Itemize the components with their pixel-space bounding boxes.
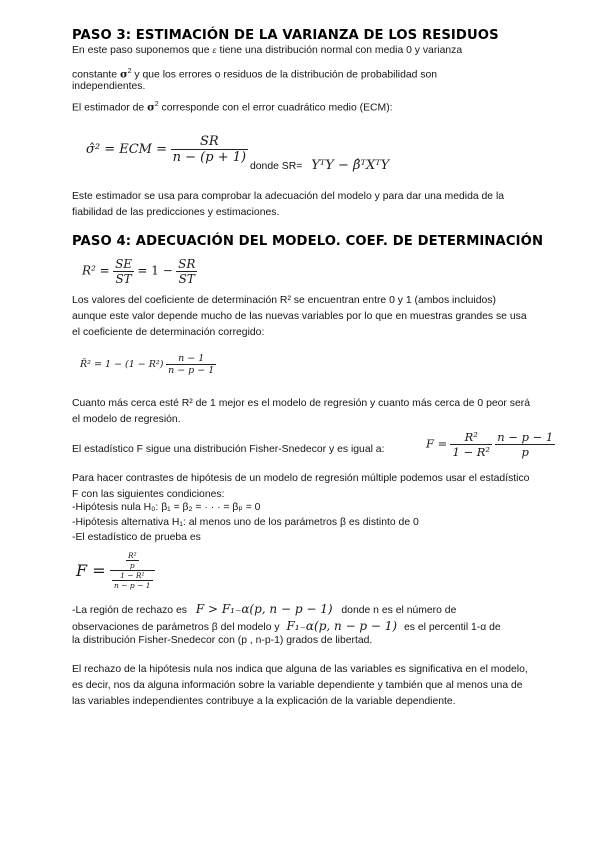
const-text-b: y que los errores o residuos de la distribución de probabilidad son: [131, 69, 438, 81]
r2-den2: ST: [178, 272, 195, 286]
sr-formula: YᵀY − β̂ᵀXᵀY: [311, 158, 390, 173]
f2-lhs: F =: [76, 561, 106, 580]
paso3-estim-line: [72, 97, 393, 115]
r2-num1: SE: [115, 257, 133, 271]
intro-text-a: En este paso suponemos que: [72, 45, 213, 56]
r2-mid: = 1 −: [137, 263, 173, 278]
paso3-use-text: Este estimador se usa para comprobar la adecuación del modelo y para dar una medida de la fiabilidad de las predicciones y estimaciones.: [72, 191, 505, 218]
conclusion-text: El rechazo de la hipótesis nula nos indica que alguna de las variables es significativa en el modelo, es decir, nos da alguna información sobre la variable dependiente y también que al menos una de las variables independientes contribuye a la explicación de la variable dependiente.: [72, 664, 528, 707]
ecm-numerator: SR: [171, 134, 248, 150]
r2-fraction-1: [113, 257, 134, 286]
sigma-symbol: σ: [119, 68, 128, 81]
f-den1: 1 − R²: [452, 445, 491, 459]
sigma-symbol-2: σ: [147, 101, 155, 114]
r2-num2: SR: [178, 257, 196, 271]
estim-text-a: El estimador de: [72, 102, 148, 114]
f-num1: R²: [450, 430, 492, 445]
r2-values-text: Los valores del coeficiente de determinación R² se encuentran entre 0 y 1 (ambos incluidos) aunque este valor depende mucho de las nuevas variables por lo que en muestras grandes se usa el coeficiente de determinación corregido:: [72, 295, 527, 338]
sigma-exponent: 2: [127, 68, 132, 75]
f-fraction-2: [495, 430, 555, 459]
ecm-denominator: n − (p + 1): [172, 150, 247, 165]
contrast-text: Para hacer contrastes de hipótesis de un modelo de regresión múltiple podemos usar el estadístico F con las siguientes condiciones:: [72, 473, 530, 500]
epsilon-symbol: ε: [212, 46, 217, 55]
r2-adjusted-formula: [80, 353, 216, 376]
adj-lhs: R̄² = 1 − (1 − R²): [80, 359, 164, 371]
estim-text-b: corresponde con el error cuadrático medio (ECM):: [158, 102, 393, 114]
f2-c: 1 − R²: [112, 571, 153, 581]
f2-a: R²: [127, 551, 137, 560]
paso3-indep-line: independientes.: [72, 81, 146, 92]
fstat-text: El estadístico F sigue una distribución Fisher-Snedecor y es igual a:: [72, 444, 385, 455]
f-formula: [426, 430, 555, 459]
reject-formula: F > F₁₋α(p, n − p − 1): [195, 602, 333, 616]
paso4-title: PASO 4: ADECUACIÓN DEL MODELO. COEF. DE DETERMINACIÓN: [72, 234, 544, 249]
h1-line: -Hipótesis alternativa H₁: al menos uno de los parámetros β es distinto de 0: [72, 517, 419, 528]
r2-lhs: R² =: [82, 263, 110, 278]
sigma-exponent-2: 2: [154, 101, 159, 108]
reject-text-b: donde n es el número de: [341, 605, 457, 616]
f-num2: n − p − 1: [497, 430, 554, 444]
reject-text-d: es el percentil 1-α de: [404, 622, 501, 633]
r2-fraction-2: [176, 257, 197, 286]
donde-label: donde SR=: [250, 161, 303, 172]
r2-formula: [82, 257, 197, 286]
ecm-formula-lhs: σ̂² = ECM =: [86, 141, 168, 157]
f-fraction-1: [450, 430, 492, 459]
adj-fraction: [166, 353, 216, 376]
const-text-a: constante: [72, 69, 120, 81]
reject-text-a: -La región de rechazo es: [72, 605, 187, 616]
reject-line-3: la distribución Fisher-Snedecor con (p , n-p-1) grados de libertad.: [72, 635, 373, 646]
f2-bottom: [110, 571, 155, 590]
ecm-formula: [86, 134, 248, 165]
f-lhs: F =: [426, 436, 448, 451]
ecm-fraction: [171, 134, 248, 165]
f2-formula: [76, 551, 155, 590]
reject-text-c: observaciones de parámetros β del modelo y: [72, 622, 280, 633]
test-stat-line: -El estadístico de prueba es: [72, 532, 201, 543]
f2-d: n − p − 1: [114, 581, 151, 590]
closer-text: Cuanto más cerca esté R² de 1 mejor es el modelo de regresión y cuanto más cerca de 0 peor será el modelo de regresión.: [72, 398, 530, 425]
reject-formula-2: F₁₋α(p, n − p − 1): [286, 619, 398, 633]
f2-bottom-fraction: [112, 571, 153, 590]
f2-top-fraction: [126, 551, 139, 570]
h0-line: -Hipótesis nula H₀: β₁ = β₂ = · · · = βₚ = 0: [72, 502, 261, 513]
f2-top: [110, 551, 155, 571]
r2-den1: ST: [115, 272, 132, 286]
paso3-title: PASO 3: ESTIMACIÓN DE LA VARIANZA DE LOS RESIDUOS: [72, 28, 499, 43]
adj-den: n − p − 1: [168, 365, 215, 376]
f2-b: p: [129, 561, 135, 570]
sr-definition: [250, 158, 389, 173]
adj-num: n − 1: [166, 353, 216, 365]
f2-compound-fraction: [110, 551, 155, 590]
reject-line-1: [72, 602, 456, 618]
paso3-intro-line: [72, 43, 462, 58]
f-den2: p: [521, 445, 529, 459]
intro-text-b: tiene una distribución normal con media 0 y varianza: [216, 45, 463, 56]
